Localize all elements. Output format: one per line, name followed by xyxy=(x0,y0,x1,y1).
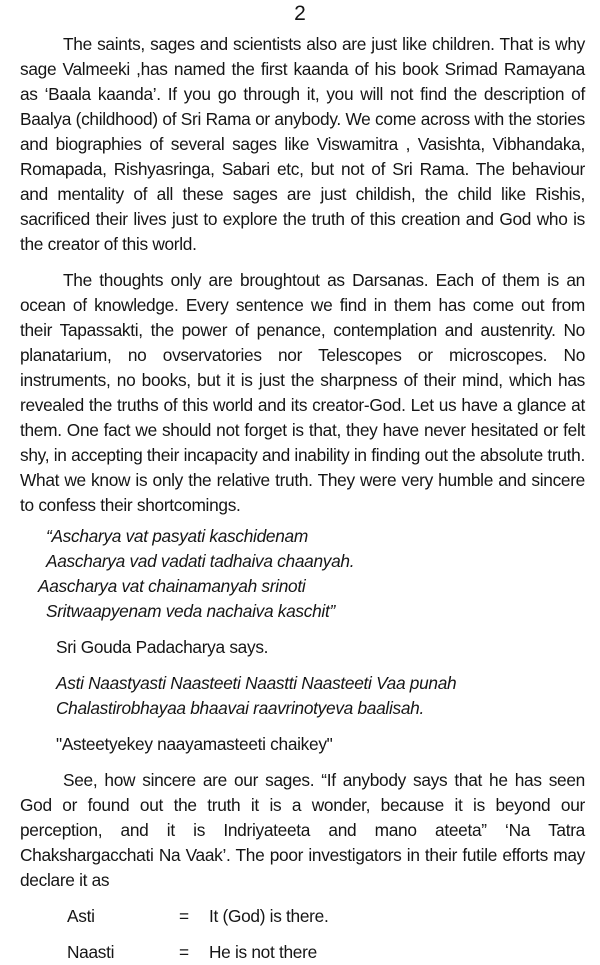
verse-block-1 xyxy=(20,524,585,624)
paragraph-2: The thoughts only are broughtout as Darsanas. Each of them is an ocean of knowledge. Every sentence we find in them has come out from their Tapassakti, the power of penance, contemplation and austenrity. No planatarium, no ovservatories nor Telescopes or microscopes. No instruments, no books, but it is just the sharpness of their mind, which has revealed the truths of this world and its creator-God. Let us have a glance at them. One fact we should not forget is that, they have never hesitated or felt shy, in accepting their incapacity and inability in finding out the absolute truth. What we know is only the relative truth. They were very humble and sincere to confess their shortcomings. xyxy=(20,270,585,515)
glossary-meaning: He is not there xyxy=(209,942,317,962)
page-number: 2 xyxy=(294,2,306,25)
paragraph-3: See, how sincere are our sages. “If anybody says that he has seen God or found out the truth it is a wonder, because it is beyond our perception, and it is Indriyateeta and mano ateeta” ‘Na Tatra Chakshargacchati Na Vaak’. The poor investigators in their futile efforts may declare it as xyxy=(20,770,585,890)
verse-line: Chalastirobhayaa bhaavai raavrinotyeva baalisah. xyxy=(56,698,424,718)
glossary-equals: = xyxy=(179,942,189,962)
verse-line: Aascharya vat chainamanyah srinoti xyxy=(38,576,306,596)
verse-line: Sritwaapyenam veda nachaiva kaschit” xyxy=(46,601,335,621)
glossary-equals: = xyxy=(179,906,189,926)
page-body xyxy=(20,32,585,965)
verse-block-2 xyxy=(20,671,585,721)
glossary-term: Asti xyxy=(67,906,95,926)
verse-line: Asti Naastyasti Naasteeti Naastti Naasteeti Vaa punah xyxy=(56,673,457,693)
glossary-row xyxy=(20,904,585,929)
verse-line: “Ascharya vat pasyati kaschidenam xyxy=(46,526,308,546)
quote-line: "Asteetyekey naayamasteeti chaikey" xyxy=(56,734,333,754)
glossary-meaning: It (God) is there. xyxy=(209,906,329,926)
glossary-row xyxy=(20,940,585,965)
verse-line: Aascharya vad vadati tadhaiva chaanyah. xyxy=(46,551,355,571)
glossary-term: Naasti xyxy=(67,942,115,962)
paragraph-1: The saints, sages and scientists also are just like children. That is why sage Valmeeki ,has named the first kaanda of his book Srimad Ramayana as ‘Baala kaanda’. If you go through it, you will not find the description of Baalya (childhood) of Sri Rama or anybody. We come across with the stories and biographies of several sages like Viswamitra , Vasishta, Vibhandaka, Romapada, Rishyasringa, Sabari etc, but not of Sri Rama. The behaviour and mentality of all these sages are just childish, the child like Rishis, sacrificed their lives just to explore the truth of this creation and God who is the creator of this world. xyxy=(20,34,585,254)
attribution: Sri Gouda Padacharya says. xyxy=(56,637,269,657)
